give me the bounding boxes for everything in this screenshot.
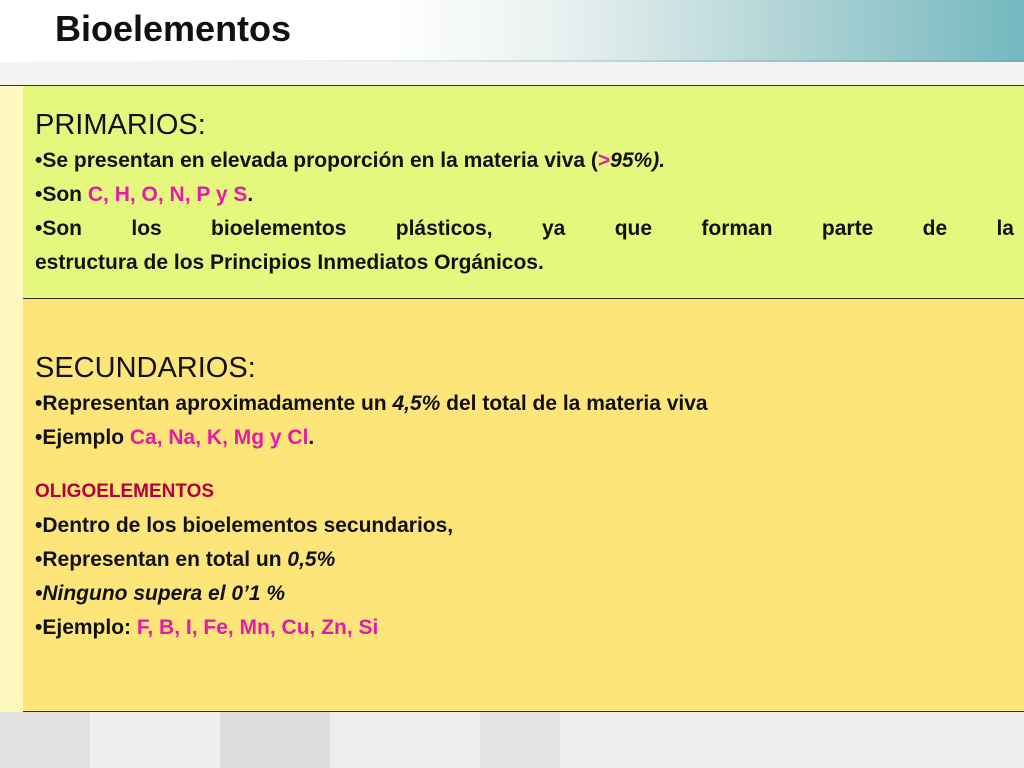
primarios-bullet-2-elements: C, H, O, N, P y S [87,183,248,206]
primarios-bullet-1-symbol: > [597,149,611,172]
secundarios-bullet-2 [35,421,1014,455]
primarios-bullet-1-value: 95%). [610,149,666,172]
primarios-bullet-3-line-2: estructura de los Principios Inmediatos Orgánicos. [35,251,544,274]
primarios-box [23,85,1024,299]
oligoelementos-bullet-2-value: 0,5% [287,548,336,571]
oligoelementos-heading: OLIGOELEMENTOS [35,481,215,502]
secundarios-bullet-1-text: •Representan aproximadamente un [35,392,393,415]
primarios-bullet-1 [35,144,1014,178]
secundarios-bullet-2-text: •Ejemplo [35,426,130,449]
oligoelementos-bullet-2 [35,543,1014,577]
secundarios-heading: SECUNDARIOS: [35,352,256,384]
oligoelementos-bullet-3: •Ninguno supera el 0’1 % [35,582,286,605]
oligoelementos-bullet-4-text: •Ejemplo: [35,616,137,639]
primarios-bullet-2-end: . [247,183,254,206]
secundarios-bullet-2-elements: Ca, Na, K, Mg y Cl [129,426,309,449]
secundarios-bullet-1-value: 4,5% [392,392,441,415]
primarios-bullet-1-text: •Se presentan en elevada proporción en la materia viva ( [35,149,598,172]
slide-title: Bioelementos [55,8,292,49]
primarios-bullet-2-text: •Son [35,183,88,206]
primarios-bullet-3-line-1: •Son los bioelementos plásticos, ya que forman parte de la [35,217,1014,240]
secundarios-bullet-1-end: del total de la materia viva [440,392,708,415]
left-strip [0,85,24,713]
oligoelementos-bullet-2-text: •Representan en total un [35,548,288,571]
secundarios-box [23,299,1024,712]
oligoelementos-bullet-4 [35,611,1014,645]
primarios-bullet-2 [35,178,1014,212]
bottom-decoration [0,712,1024,768]
secundarios-bullet-2-end: . [308,426,315,449]
oligoelementos-bullet-4-elements: F, B, I, Fe, Mn, Cu, Zn, Si [136,616,379,639]
oligoelementos-bullet-1: •Dentro de los bioelementos secundarios, [35,514,454,537]
secundarios-bullet-1 [35,387,1014,421]
primarios-heading: PRIMARIOS: [35,109,206,141]
